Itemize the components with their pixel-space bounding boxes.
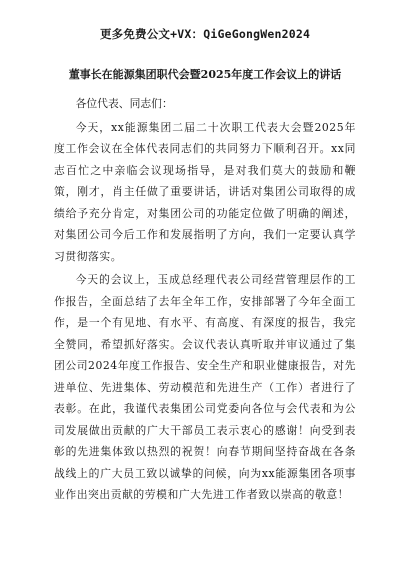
document-title: 董事长在能源集团职代会暨2025年度工作会议上的讲话 (68, 68, 342, 81)
promo-header: 更多免费公文+VX：QiGeGongWen2024 (99, 27, 311, 41)
salutation: 各位代表、同志们： (75, 97, 173, 110)
paragraph-1: 今天，xx能源集团二届二十次职工代表大会暨2025年度工作会议在全体代表同志们的共同努力下顺利召开。xx同志百忙之中亲临会议现场指导，是对我们莫大的鼓励和鞭策，刚才，肖主任做了重要讲话，讲话对集团公司取得的成绩给予充分肯定，对集团公司的功能定位做了明确的阐述，对集团公司今后工作和发展指明了方向，我们一定要认真学习贯彻落实。 (54, 120, 356, 263)
paragraph-2: 今天的会议上，玉成总经理代表公司经营管理层作的工作报告，全面总结了去年全年工作，安排部署了今年全面工作，是一个有见地、有水平、有高度、有深度的报告，我完全赞同，希望抓好落实。会议代表认真听取并审议通过了集团公司2024年度工作报告、安全生产和职业健康报告，对先进单位、先进集体、劳动模范和先进生产（工作）者进行了表彰。在此，我谨代表集团公司党委向各位与会代表和为公司发展做出贡献的广大干部员工表示衷心的感谢！向受到表彰的先进集体致以热烈的祝贺！向春节期间坚持奋战在各条战线上的广大员工致以诚挚的问候，向为xx能源集团各项事业作出突出贡献的劳模和广大先进工作者致以崇高的敬意！ (54, 273, 356, 501)
